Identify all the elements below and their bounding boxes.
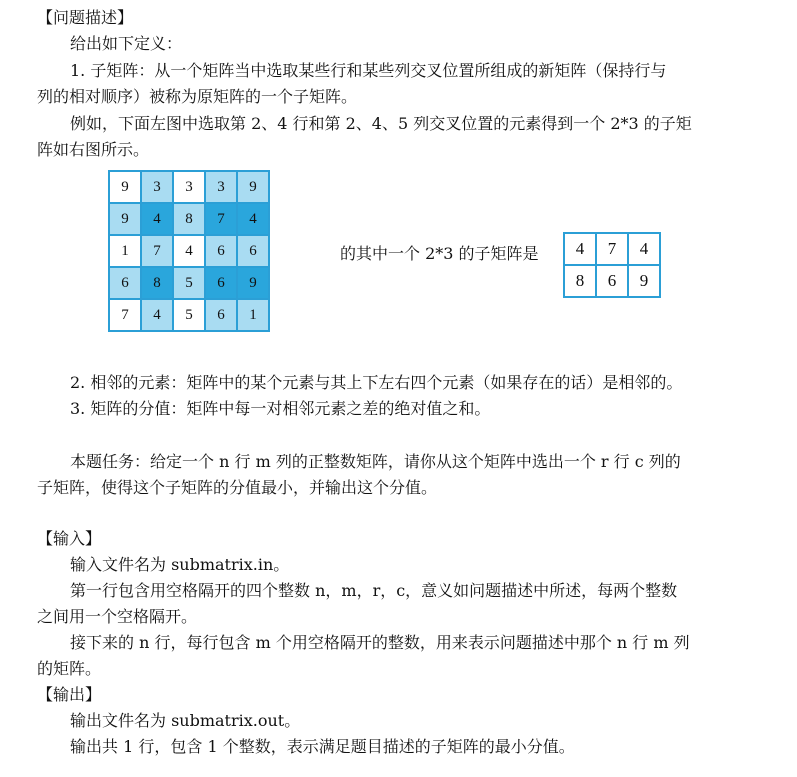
problem-description-header: 【问题描述】 xyxy=(37,8,134,27)
matrix-row xyxy=(109,267,269,299)
submatrix-row xyxy=(564,233,660,265)
matrix-cell: 9 xyxy=(109,203,141,235)
example-line-2: 阵如右图所示。 xyxy=(37,140,150,159)
definition-1-line-1: 1. 子矩阵：从一个矩阵当中选取某些行和某些列交叉位置所组成的新矩阵（保持行与 xyxy=(70,61,667,80)
matrix-cell: 1 xyxy=(109,235,141,267)
submatrix-cell: 7 xyxy=(596,233,628,265)
matrix-cell: 4 xyxy=(173,235,205,267)
input-line-1-a: 第一行包含用空格隔开的四个整数 n，m，r，c，意义如问题描述中所述，每两个整数 xyxy=(70,581,678,600)
output-file-name: 输出文件名为 submatrix.out。 xyxy=(70,711,301,730)
matrix-cell: 9 xyxy=(237,267,269,299)
matrix-cell: 9 xyxy=(237,171,269,203)
matrix-cell: 6 xyxy=(205,299,237,331)
matrix-row xyxy=(109,235,269,267)
submatrix-caption: 的其中一个 2*3 的子矩阵是 xyxy=(340,244,539,263)
output-header: 【输出】 xyxy=(37,685,102,704)
matrix-cell: 6 xyxy=(237,235,269,267)
example-matrix xyxy=(108,170,270,332)
matrix-cell: 7 xyxy=(109,299,141,331)
input-line-2-a: 接下来的 n 行，每行包含 m 个用空格隔开的整数，用来表示问题描述中那个 n 行 m 列 xyxy=(70,633,690,652)
matrix-row xyxy=(109,171,269,203)
definition-1-line-2: 列的相对顺序）被称为原矩阵的一个子矩阵。 xyxy=(37,87,358,106)
definition-3: 3. 矩阵的分值：矩阵中每一对相邻元素之差的绝对值之和。 xyxy=(70,399,491,418)
example-line-1: 例如，下面左图中选取第 2、4 行和第 2、4、5 列交叉位置的元素得到一个 2*3 的子矩 xyxy=(70,114,692,133)
matrix-cell: 5 xyxy=(173,267,205,299)
matrix-cell: 8 xyxy=(173,203,205,235)
output-line-1: 输出共 1 行，包含 1 个整数，表示满足题目描述的子矩阵的最小分值。 xyxy=(70,737,575,756)
definition-2: 2. 相邻的元素：矩阵中的某个元素与其上下左右四个元素（如果存在的话）是相邻的。 xyxy=(70,373,683,392)
matrix-cell: 3 xyxy=(205,171,237,203)
input-file-name: 输入文件名为 submatrix.in。 xyxy=(70,555,290,574)
matrix-cell: 1 xyxy=(237,299,269,331)
example-submatrix xyxy=(563,232,661,298)
matrix-cell: 9 xyxy=(109,171,141,203)
matrix-cell: 8 xyxy=(141,267,173,299)
submatrix-row xyxy=(564,265,660,297)
matrix-cell: 4 xyxy=(237,203,269,235)
matrix-cell: 6 xyxy=(205,235,237,267)
matrix-cell: 6 xyxy=(109,267,141,299)
submatrix-cell: 4 xyxy=(564,233,596,265)
matrix-row xyxy=(109,203,269,235)
input-line-2-b: 的矩阵。 xyxy=(37,659,102,678)
submatrix-cell: 9 xyxy=(628,265,660,297)
definitions-intro: 给出如下定义： xyxy=(70,34,183,53)
input-header: 【输入】 xyxy=(37,529,102,548)
matrix-cell: 3 xyxy=(173,171,205,203)
task-line-1: 本题任务：给定一个 n 行 m 列的正整数矩阵，请你从这个矩阵中选出一个 r 行 c 列的 xyxy=(70,452,681,471)
matrix-cell: 4 xyxy=(141,203,173,235)
matrix-cell: 5 xyxy=(173,299,205,331)
matrix-cell: 7 xyxy=(205,203,237,235)
input-line-1-b: 之间用一个空格隔开。 xyxy=(37,607,198,626)
submatrix-cell: 6 xyxy=(596,265,628,297)
matrix-cell: 6 xyxy=(205,267,237,299)
matrix-cell: 4 xyxy=(141,299,173,331)
submatrix-cell: 8 xyxy=(564,265,596,297)
task-line-2: 子矩阵，使得这个子矩阵的分值最小，并输出这个分值。 xyxy=(37,478,438,497)
submatrix-cell: 4 xyxy=(628,233,660,265)
matrix-row xyxy=(109,299,269,331)
matrix-cell: 7 xyxy=(141,235,173,267)
matrix-cell: 3 xyxy=(141,171,173,203)
